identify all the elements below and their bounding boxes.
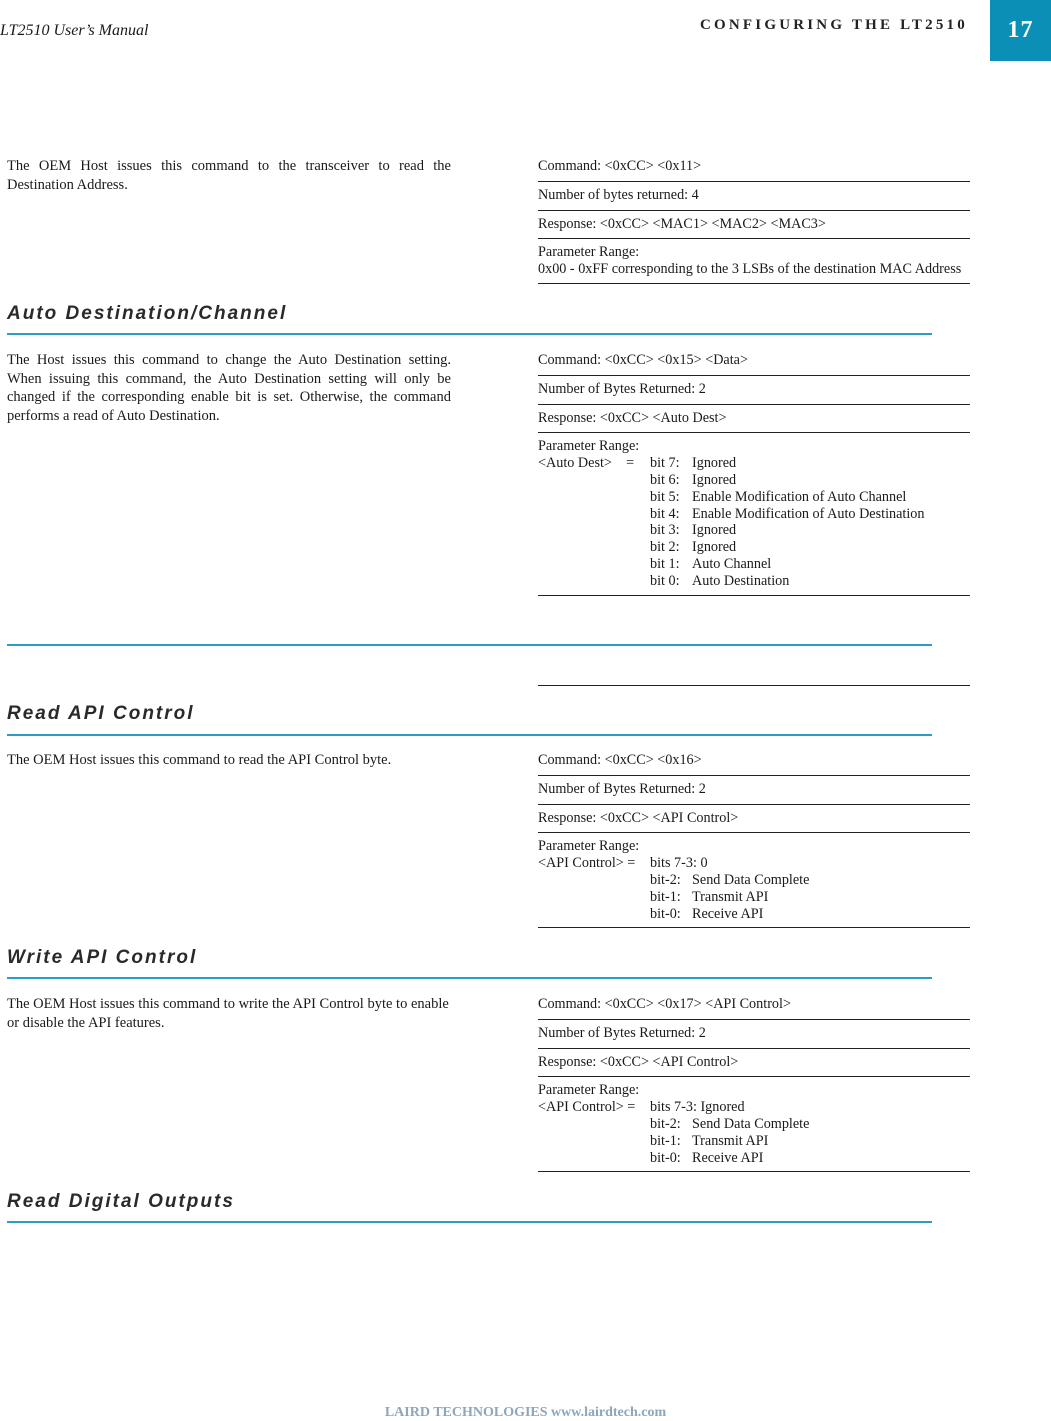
- section-rule: [7, 644, 932, 646]
- section-rule: [7, 1221, 932, 1223]
- read-api-table: [538, 752, 970, 928]
- param-name: <API Control> =: [538, 855, 636, 872]
- section-title-auto-destination: Auto Destination/Channel: [7, 303, 288, 324]
- parameter-range-row: [538, 433, 970, 595]
- bit-list: [538, 1099, 970, 1166]
- bit-label: bit-0:: [650, 905, 681, 922]
- bit-label: bit 0:: [650, 572, 680, 589]
- parameter-range-row: [538, 1077, 970, 1172]
- bit-desc: Ignored: [692, 522, 737, 539]
- section-title-read-digital-outputs: Read Digital Outputs: [7, 1191, 235, 1212]
- section-rule: [7, 333, 932, 335]
- bits-7-3: bits 7-3: Ignored: [650, 1099, 745, 1116]
- bit-label: bit-0:: [650, 1149, 681, 1166]
- command-row: Command: <0xCC> <0x15> <Data>: [538, 352, 970, 376]
- bit-label: bit-1:: [650, 1132, 681, 1149]
- response-row: Response: <0xCC> <API Control>: [538, 805, 970, 834]
- section-title-read-api-control: Read API Control: [7, 703, 195, 724]
- bit-desc: Receive API: [692, 905, 764, 922]
- response-row: Response: <0xCC> <Auto Dest>: [538, 405, 970, 434]
- page-number: 17: [990, 0, 1051, 61]
- response-row: Response: <0xCC> <API Control>: [538, 1049, 970, 1078]
- bit-desc: Send Data Complete: [692, 871, 810, 888]
- bytes-row: Number of Bytes Returned: 2: [538, 376, 970, 405]
- section-rule: [7, 734, 932, 736]
- table-divider: [538, 685, 970, 686]
- section-title-write-api-control: Write API Control: [7, 947, 198, 968]
- response-row: Response: <0xCC> <MAC1> <MAC2> <MAC3>: [538, 211, 970, 240]
- bytes-row: Number of Bytes Returned: 2: [538, 776, 970, 805]
- parameter-range-label: Parameter Range:: [538, 438, 640, 455]
- param-name: <Auto Dest> =: [538, 455, 635, 472]
- bit-desc: Auto Channel: [692, 555, 772, 572]
- read-api-description: The OEM Host issues this command to read the API Control byte.: [7, 752, 392, 768]
- parameter-range-value: 0x00 - 0xFF corresponding to the 3 LSBs of the destination MAC Address: [538, 261, 962, 278]
- parameter-range-label: Parameter Range:: [538, 1082, 640, 1099]
- footer: LAIRD TECHNOLOGIES www.lairdtech.com: [384, 1405, 667, 1420]
- chapter-title: CONFIGURING THE LT2510: [700, 17, 968, 33]
- bit-label: bit 1:: [650, 555, 680, 572]
- parameter-range-row: [538, 833, 970, 928]
- parameter-range-label: Parameter Range:: [538, 244, 640, 261]
- bit-label: bit 4:: [650, 505, 680, 522]
- auto-dest-description: The Host issues this command to change the Auto Destination setting. When issuing this command, the Auto Destination setting will only be changed if the corresponding enable bit is set. Otherwise, the command performs a read of Auto Destination.: [7, 352, 451, 424]
- bit-desc: Ignored: [692, 539, 737, 556]
- write-api-table: [538, 996, 970, 1172]
- bit-label: bit 3:: [650, 522, 680, 539]
- bit-desc: Ignored: [692, 455, 737, 472]
- bit-list: [538, 455, 970, 589]
- dest-address-description: The OEM Host issues this command to the transceiver to read the Destination Address.: [7, 158, 451, 193]
- bytes-row: Number of bytes returned: 4: [538, 182, 970, 211]
- bit-label: bit-2:: [650, 871, 681, 888]
- bit-desc: Auto Destination: [692, 572, 790, 589]
- write-api-description: The OEM Host issues this command to write the API Control byte to enable or disable the API features.: [7, 996, 449, 1031]
- bits-7-3: bits 7-3: 0: [650, 855, 708, 872]
- command-row: Command: <0xCC> <0x11>: [538, 158, 970, 182]
- bit-desc: Send Data Complete: [692, 1115, 810, 1132]
- bit-label: bit-2:: [650, 1115, 681, 1132]
- dest-address-table: [538, 158, 970, 284]
- command-row: Command: <0xCC> <0x16>: [538, 752, 970, 776]
- command-row: Command: <0xCC> <0x17> <API Control>: [538, 996, 970, 1020]
- bit-desc: Ignored: [692, 471, 737, 488]
- manual-title: LT2510 User’s Manual: [0, 22, 149, 39]
- bit-label: bit-1:: [650, 888, 681, 905]
- section-rule: [7, 977, 932, 979]
- parameter-range-label: Parameter Range:: [538, 838, 640, 855]
- bit-list: [538, 855, 970, 922]
- auto-dest-table: [538, 352, 970, 596]
- bit-label: bit 2:: [650, 539, 680, 556]
- parameter-range-row: [538, 239, 970, 284]
- bit-desc: Enable Modification of Auto Channel: [692, 488, 907, 505]
- bit-label: bit 6:: [650, 471, 680, 488]
- bit-label: bit 5:: [650, 488, 680, 505]
- bit-desc: Enable Modification of Auto Destination: [692, 505, 925, 522]
- bit-desc: Receive API: [692, 1149, 764, 1166]
- bit-label: bit 7:: [650, 455, 680, 472]
- bytes-row: Number of Bytes Returned: 2: [538, 1020, 970, 1049]
- param-name: <API Control> =: [538, 1099, 636, 1116]
- bit-desc: Transmit API: [692, 1132, 769, 1149]
- bit-desc: Transmit API: [692, 888, 769, 905]
